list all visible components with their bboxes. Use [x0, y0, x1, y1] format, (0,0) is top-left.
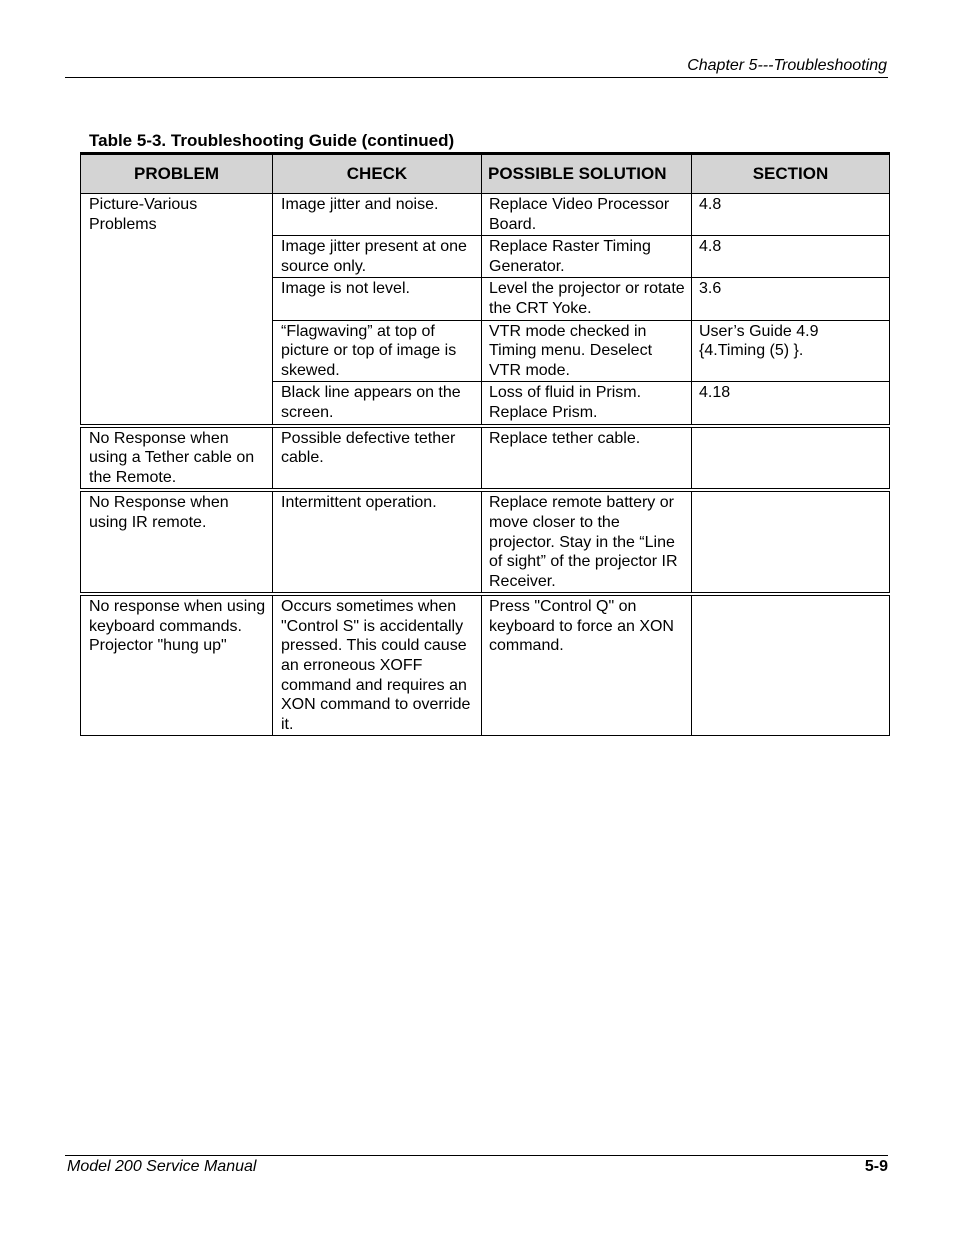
- problem-cell: No response when using keyboard commands. Projector "hung up": [81, 594, 273, 736]
- table-row: [81, 490, 890, 594]
- section-cell: [692, 320, 890, 382]
- section-cell: [692, 594, 890, 736]
- section-cell: 4.18: [692, 382, 890, 426]
- check-cell: “Flagwaving” at top of picture or top of image is skewed.: [273, 320, 482, 382]
- solution-cell: Loss of fluid in Prism. Replace Prism.: [482, 382, 692, 426]
- section-cell: [692, 426, 890, 491]
- check-cell: Black line appears on the screen.: [273, 382, 482, 426]
- solution-cell: VTR mode checked in Timing menu. Deselect VTR mode.: [482, 320, 692, 382]
- footer-rule: [65, 1155, 888, 1156]
- solution-cell: Press "Control Q" on keyboard to force an XON command.: [482, 594, 692, 736]
- header-rule: [65, 77, 888, 78]
- solution-cell: Level the projector or rotate the CRT Yoke.: [482, 278, 692, 320]
- column-header-problem: PROBLEM: [81, 154, 273, 194]
- page-number: 5-9: [864, 1158, 888, 1175]
- check-cell: Image is not level.: [273, 278, 482, 320]
- table-caption: Table 5-3. Troubleshooting Guide (continued): [89, 131, 455, 150]
- problem-cell: Picture-Various Problems: [81, 194, 273, 426]
- table-header-row: [81, 154, 890, 194]
- check-cell: Occurs sometimes when "Control S" is accidentally pressed. This could cause an erroneous XOFF command and requires an XON command to override it.: [273, 594, 482, 736]
- solution-cell: Replace Video Processor Board.: [482, 194, 692, 236]
- solution-cell: Replace remote battery or move closer to the projector. Stay in the “Line of sight” of the projector IR Receiver.: [482, 490, 692, 594]
- check-cell: Possible defective tether cable.: [273, 426, 482, 491]
- problem-cell: No Response when using IR remote.: [81, 490, 273, 594]
- section-text: User’s Guide 4.9: [699, 322, 819, 340]
- section-cell: 4.8: [692, 194, 890, 236]
- column-header-section: SECTION: [692, 154, 890, 194]
- section-cell: [692, 490, 890, 594]
- check-cell: Image jitter present at one source only.: [273, 236, 482, 278]
- check-cell: Image jitter and noise.: [273, 194, 482, 236]
- running-header: Chapter 5---Troubleshooting: [687, 57, 887, 74]
- table-row: [81, 594, 890, 736]
- troubleshooting-table: [80, 152, 890, 736]
- solution-cell: Replace Raster Timing Generator.: [482, 236, 692, 278]
- check-cell: Intermittent operation.: [273, 490, 482, 594]
- problem-cell: No Response when using a Tether cable on the Remote.: [81, 426, 273, 491]
- solution-cell: Replace tether cable.: [482, 426, 692, 491]
- section-cell: 4.8: [692, 236, 890, 278]
- section-reference: {4.Timing (5) }.: [699, 342, 804, 360]
- table-row: [81, 426, 890, 491]
- footer-manual-title: Model 200 Service Manual: [67, 1158, 257, 1175]
- section-cell: 3.6: [692, 278, 890, 320]
- column-header-solution: POSSIBLE SOLUTION: [482, 154, 692, 194]
- table-row: [81, 194, 890, 236]
- column-header-check: CHECK: [273, 154, 482, 194]
